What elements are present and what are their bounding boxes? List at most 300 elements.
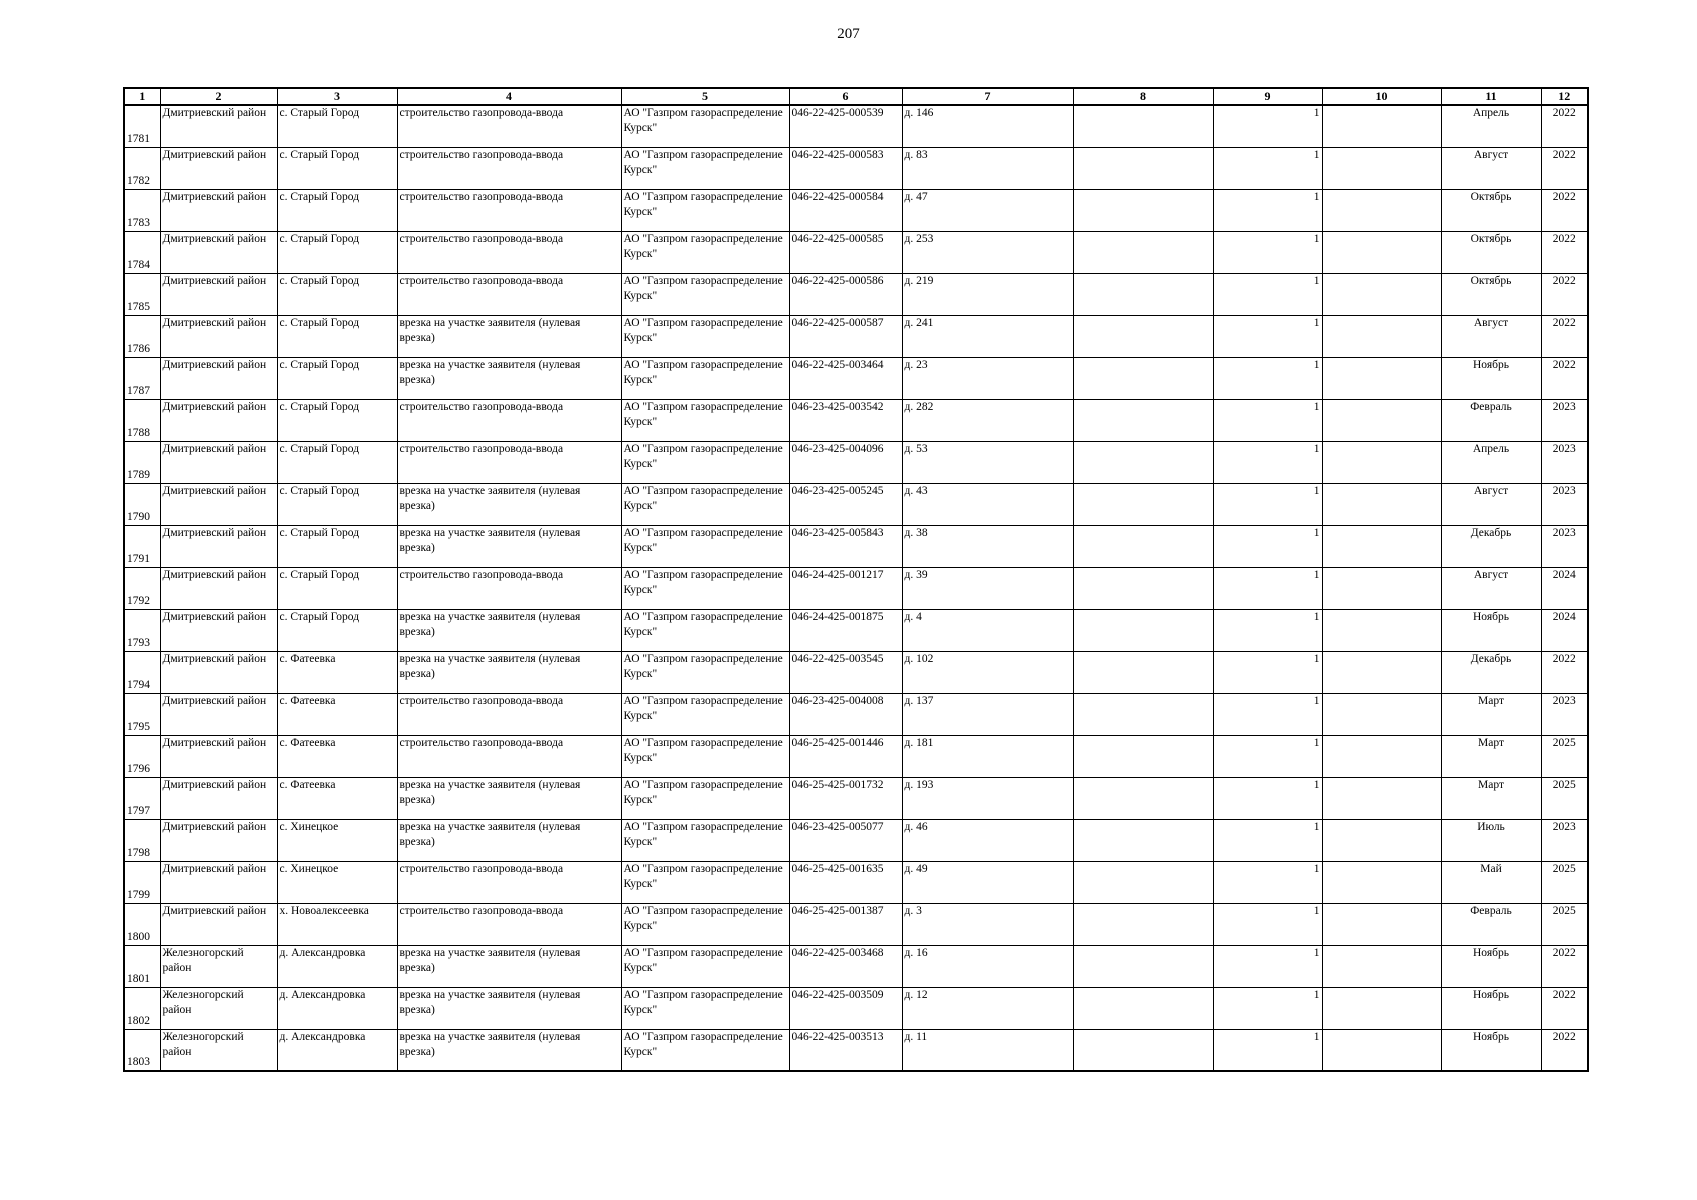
year-cell: 2022 [1541,147,1588,189]
work-type-cell: врезка на участке заявителя (нулевая врезка) [397,357,621,399]
row-number: 1793 [124,609,160,651]
table-row [124,777,1588,819]
quantity-cell: 1 [1213,315,1322,357]
organization-cell: АО "Газпром газораспределение Курск" [621,1029,789,1071]
application-code-cell: 046-22-425-000585 [789,231,902,273]
table-row [124,945,1588,987]
quantity-cell: 1 [1213,735,1322,777]
column-10-cell [1322,189,1441,231]
organization-cell: АО "Газпром газораспределение Курск" [621,567,789,609]
column-10-cell [1322,567,1441,609]
quantity-cell: 1 [1213,903,1322,945]
application-code-cell: 046-22-425-003464 [789,357,902,399]
year-cell: 2022 [1541,273,1588,315]
row-number: 1799 [124,861,160,903]
quantity-cell: 1 [1213,273,1322,315]
work-type-cell: строительство газопровода-ввода [397,903,621,945]
district-cell: Дмитриевский район [160,483,277,525]
application-code-cell: 046-22-425-003545 [789,651,902,693]
address-cell: д. 3 [902,903,1073,945]
organization-cell: АО "Газпром газораспределение Курск" [621,693,789,735]
district-cell: Дмитриевский район [160,735,277,777]
district-cell: Дмитриевский район [160,189,277,231]
settlement-cell: с. Старый Город [277,357,397,399]
month-cell: Апрель [1441,441,1541,483]
column-header-6: 6 [789,88,902,105]
quantity-cell: 1 [1213,861,1322,903]
column-8-cell [1073,231,1213,273]
year-cell: 2022 [1541,1029,1588,1071]
month-cell: Октябрь [1441,231,1541,273]
column-8-cell [1073,1029,1213,1071]
row-number: 1796 [124,735,160,777]
settlement-cell: с. Фатеевка [277,735,397,777]
month-cell: Октябрь [1441,273,1541,315]
organization-cell: АО "Газпром газораспределение Курск" [621,609,789,651]
row-number: 1787 [124,357,160,399]
column-8-cell [1073,693,1213,735]
year-cell: 2023 [1541,819,1588,861]
address-cell: д. 181 [902,735,1073,777]
column-10-cell [1322,315,1441,357]
application-code-cell: 046-22-425-000583 [789,147,902,189]
table-row [124,147,1588,189]
month-cell: Декабрь [1441,651,1541,693]
column-8-cell [1073,651,1213,693]
organization-cell: АО "Газпром газораспределение Курск" [621,315,789,357]
work-type-cell: строительство газопровода-ввода [397,861,621,903]
month-cell: Март [1441,735,1541,777]
table-row [124,651,1588,693]
year-cell: 2024 [1541,609,1588,651]
column-10-cell [1322,399,1441,441]
quantity-cell: 1 [1213,483,1322,525]
column-10-cell [1322,147,1441,189]
address-cell: д. 193 [902,777,1073,819]
column-header-4: 4 [397,88,621,105]
table-row [124,441,1588,483]
organization-cell: АО "Газпром газораспределение Курск" [621,819,789,861]
work-type-cell: врезка на участке заявителя (нулевая врезка) [397,777,621,819]
settlement-cell: с. Фатеевка [277,693,397,735]
year-cell: 2025 [1541,861,1588,903]
month-cell: Август [1441,315,1541,357]
quantity-cell: 1 [1213,945,1322,987]
organization-cell: АО "Газпром газораспределение Курск" [621,735,789,777]
month-cell: Декабрь [1441,525,1541,567]
district-cell: Дмитриевский район [160,693,277,735]
work-type-cell: врезка на участке заявителя (нулевая врезка) [397,945,621,987]
quantity-cell: 1 [1213,987,1322,1029]
organization-cell: АО "Газпром газораспределение Курск" [621,525,789,567]
quantity-cell: 1 [1213,777,1322,819]
column-8-cell [1073,105,1213,147]
year-cell: 2023 [1541,441,1588,483]
quantity-cell: 1 [1213,567,1322,609]
column-header-10: 10 [1322,88,1441,105]
month-cell: Июль [1441,819,1541,861]
settlement-cell: с. Старый Город [277,567,397,609]
column-10-cell [1322,105,1441,147]
work-type-cell: врезка на участке заявителя (нулевая врезка) [397,609,621,651]
table-row [124,315,1588,357]
row-number: 1790 [124,483,160,525]
work-type-cell: врезка на участке заявителя (нулевая врезка) [397,819,621,861]
application-code-cell: 046-22-425-003468 [789,945,902,987]
column-header-7: 7 [902,88,1073,105]
settlement-cell: с. Старый Город [277,525,397,567]
quantity-cell: 1 [1213,1029,1322,1071]
column-10-cell [1322,357,1441,399]
organization-cell: АО "Газпром газораспределение Курск" [621,861,789,903]
column-header-3: 3 [277,88,397,105]
district-cell: Дмитриевский район [160,231,277,273]
month-cell: Март [1441,777,1541,819]
table-row [124,987,1588,1029]
table-row [124,231,1588,273]
settlement-cell: х. Новоалексеевка [277,903,397,945]
address-cell: д. 39 [902,567,1073,609]
column-8-cell [1073,861,1213,903]
district-cell: Железногорский район [160,945,277,987]
column-10-cell [1322,1029,1441,1071]
address-cell: д. 47 [902,189,1073,231]
work-type-cell: врезка на участке заявителя (нулевая врезка) [397,315,621,357]
application-code-cell: 046-24-425-001217 [789,567,902,609]
column-header-2: 2 [160,88,277,105]
column-8-cell [1073,273,1213,315]
district-cell: Дмитриевский район [160,315,277,357]
year-cell: 2022 [1541,945,1588,987]
column-10-cell [1322,861,1441,903]
column-8-cell [1073,525,1213,567]
address-cell: д. 53 [902,441,1073,483]
settlement-cell: с. Старый Город [277,105,397,147]
column-8-cell [1073,987,1213,1029]
column-10-cell [1322,525,1441,567]
column-header-8: 8 [1073,88,1213,105]
month-cell: Февраль [1441,399,1541,441]
column-8-cell [1073,147,1213,189]
application-code-cell: 046-25-425-001732 [789,777,902,819]
table-row [124,903,1588,945]
column-10-cell [1322,693,1441,735]
column-10-cell [1322,735,1441,777]
column-10-cell [1322,777,1441,819]
year-cell: 2022 [1541,231,1588,273]
table-row [124,609,1588,651]
settlement-cell: с. Старый Город [277,483,397,525]
application-code-cell: 046-23-425-005077 [789,819,902,861]
year-cell: 2025 [1541,903,1588,945]
address-cell: д. 4 [902,609,1073,651]
row-number: 1801 [124,945,160,987]
row-number: 1786 [124,315,160,357]
district-cell: Дмитриевский район [160,399,277,441]
application-code-cell: 046-23-425-003542 [789,399,902,441]
year-cell: 2022 [1541,357,1588,399]
month-cell: Август [1441,483,1541,525]
district-cell: Дмитриевский район [160,819,277,861]
column-8-cell [1073,819,1213,861]
column-10-cell [1322,273,1441,315]
district-cell: Дмитриевский район [160,777,277,819]
district-cell: Дмитриевский район [160,903,277,945]
column-10-cell [1322,609,1441,651]
organization-cell: АО "Газпром газораспределение Курск" [621,189,789,231]
column-8-cell [1073,399,1213,441]
column-8-cell [1073,567,1213,609]
year-cell: 2022 [1541,987,1588,1029]
organization-cell: АО "Газпром газораспределение Курск" [621,945,789,987]
district-cell: Дмитриевский район [160,525,277,567]
quantity-cell: 1 [1213,819,1322,861]
column-8-cell [1073,189,1213,231]
column-10-cell [1322,651,1441,693]
column-header-11: 11 [1441,88,1541,105]
row-number: 1781 [124,105,160,147]
row-number: 1782 [124,147,160,189]
address-cell: д. 43 [902,483,1073,525]
month-cell: Ноябрь [1441,1029,1541,1071]
table-row [124,567,1588,609]
work-type-cell: строительство газопровода-ввода [397,189,621,231]
application-code-cell: 046-22-425-000586 [789,273,902,315]
work-type-cell: строительство газопровода-ввода [397,567,621,609]
table-header [124,88,1588,105]
district-cell: Дмитриевский район [160,147,277,189]
district-cell: Дмитриевский район [160,357,277,399]
table-row [124,735,1588,777]
work-type-cell: строительство газопровода-ввода [397,231,621,273]
quantity-cell: 1 [1213,105,1322,147]
address-cell: д. 46 [902,819,1073,861]
district-cell: Железногорский район [160,1029,277,1071]
quantity-cell: 1 [1213,651,1322,693]
table-row [124,105,1588,147]
settlement-cell: с. Старый Город [277,441,397,483]
month-cell: Февраль [1441,903,1541,945]
application-code-cell: 046-23-425-004096 [789,441,902,483]
application-code-cell: 046-22-425-000587 [789,315,902,357]
address-cell: д. 102 [902,651,1073,693]
table-row [124,189,1588,231]
month-cell: Апрель [1441,105,1541,147]
page-number: 207 [837,26,860,42]
work-type-cell: строительство газопровода-ввода [397,105,621,147]
row-number: 1788 [124,399,160,441]
quantity-cell: 1 [1213,147,1322,189]
organization-cell: АО "Газпром газораспределение Курск" [621,903,789,945]
district-cell: Дмитриевский район [160,105,277,147]
table-row [124,693,1588,735]
settlement-cell: с. Фатеевка [277,777,397,819]
table-row [124,399,1588,441]
district-cell: Дмитриевский район [160,609,277,651]
address-cell: д. 146 [902,105,1073,147]
district-cell: Дмитриевский район [160,567,277,609]
year-cell: 2022 [1541,105,1588,147]
header-row [124,88,1588,105]
register-table [123,87,1589,1072]
work-type-cell: строительство газопровода-ввода [397,399,621,441]
address-cell: д. 23 [902,357,1073,399]
address-cell: д. 83 [902,147,1073,189]
month-cell: Август [1441,567,1541,609]
address-cell: д. 11 [902,1029,1073,1071]
table-row [124,1029,1588,1071]
district-cell: Дмитриевский район [160,441,277,483]
column-10-cell [1322,483,1441,525]
row-number: 1789 [124,441,160,483]
organization-cell: АО "Газпром газораспределение Курск" [621,105,789,147]
year-cell: 2022 [1541,651,1588,693]
quantity-cell: 1 [1213,693,1322,735]
district-cell: Дмитриевский район [160,861,277,903]
table-body [124,105,1588,1071]
application-code-cell: 046-25-425-001635 [789,861,902,903]
column-header-1: 1 [124,88,160,105]
row-number: 1784 [124,231,160,273]
work-type-cell: строительство газопровода-ввода [397,273,621,315]
organization-cell: АО "Газпром газораспределение Курск" [621,357,789,399]
row-number: 1795 [124,693,160,735]
column-8-cell [1073,777,1213,819]
settlement-cell: с. Хинецкое [277,819,397,861]
row-number: 1800 [124,903,160,945]
application-code-cell: 046-24-425-001875 [789,609,902,651]
application-code-cell: 046-25-425-001387 [789,903,902,945]
application-code-cell: 046-22-425-000539 [789,105,902,147]
quantity-cell: 1 [1213,231,1322,273]
address-cell: д. 137 [902,693,1073,735]
work-type-cell: врезка на участке заявителя (нулевая врезка) [397,651,621,693]
row-number: 1794 [124,651,160,693]
year-cell: 2025 [1541,777,1588,819]
row-number: 1803 [124,1029,160,1071]
work-type-cell: врезка на участке заявителя (нулевая врезка) [397,525,621,567]
settlement-cell: с. Старый Город [277,231,397,273]
year-cell: 2023 [1541,693,1588,735]
settlement-cell: с. Старый Город [277,399,397,441]
year-cell: 2025 [1541,735,1588,777]
row-number: 1792 [124,567,160,609]
row-number: 1791 [124,525,160,567]
year-cell: 2022 [1541,189,1588,231]
column-8-cell [1073,357,1213,399]
column-8-cell [1073,945,1213,987]
address-cell: д. 38 [902,525,1073,567]
application-code-cell: 046-22-425-003513 [789,1029,902,1071]
table-row [124,525,1588,567]
organization-cell: АО "Газпром газораспределение Курск" [621,273,789,315]
month-cell: Май [1441,861,1541,903]
column-8-cell [1073,735,1213,777]
table-row [124,483,1588,525]
address-cell: д. 12 [902,987,1073,1029]
table-row [124,357,1588,399]
column-10-cell [1322,945,1441,987]
application-code-cell: 046-23-425-004008 [789,693,902,735]
month-cell: Ноябрь [1441,609,1541,651]
column-10-cell [1322,819,1441,861]
work-type-cell: строительство газопровода-ввода [397,693,621,735]
district-cell: Дмитриевский район [160,273,277,315]
quantity-cell: 1 [1213,525,1322,567]
organization-cell: АО "Газпром газораспределение Курск" [621,441,789,483]
month-cell: Ноябрь [1441,357,1541,399]
month-cell: Ноябрь [1441,987,1541,1029]
column-8-cell [1073,903,1213,945]
year-cell: 2022 [1541,315,1588,357]
year-cell: 2023 [1541,525,1588,567]
work-type-cell: врезка на участке заявителя (нулевая врезка) [397,483,621,525]
work-type-cell: строительство газопровода-ввода [397,441,621,483]
column-8-cell [1073,315,1213,357]
settlement-cell: с. Старый Город [277,147,397,189]
row-number: 1797 [124,777,160,819]
column-10-cell [1322,231,1441,273]
row-number: 1785 [124,273,160,315]
application-code-cell: 046-25-425-001446 [789,735,902,777]
address-cell: д. 282 [902,399,1073,441]
quantity-cell: 1 [1213,189,1322,231]
application-code-cell: 046-23-425-005245 [789,483,902,525]
column-header-12: 12 [1541,88,1588,105]
row-number: 1783 [124,189,160,231]
column-10-cell [1322,441,1441,483]
column-header-5: 5 [621,88,789,105]
application-code-cell: 046-23-425-005843 [789,525,902,567]
column-8-cell [1073,441,1213,483]
quantity-cell: 1 [1213,399,1322,441]
address-cell: д. 49 [902,861,1073,903]
table-row [124,861,1588,903]
address-cell: д. 241 [902,315,1073,357]
application-code-cell: 046-22-425-003509 [789,987,902,1029]
organization-cell: АО "Газпром газораспределение Курск" [621,483,789,525]
district-cell: Дмитриевский район [160,651,277,693]
application-code-cell: 046-22-425-000584 [789,189,902,231]
table-row [124,273,1588,315]
year-cell: 2023 [1541,399,1588,441]
settlement-cell: с. Старый Город [277,315,397,357]
district-cell: Железногорский район [160,987,277,1029]
settlement-cell: д. Александровка [277,1029,397,1071]
address-cell: д. 219 [902,273,1073,315]
month-cell: Ноябрь [1441,945,1541,987]
organization-cell: АО "Газпром газораспределение Курск" [621,987,789,1029]
year-cell: 2024 [1541,567,1588,609]
settlement-cell: с. Старый Город [277,609,397,651]
column-header-9: 9 [1213,88,1322,105]
work-type-cell: строительство газопровода-ввода [397,735,621,777]
work-type-cell: строительство газопровода-ввода [397,147,621,189]
quantity-cell: 1 [1213,357,1322,399]
work-type-cell: врезка на участке заявителя (нулевая врезка) [397,1029,621,1071]
settlement-cell: с. Старый Город [277,189,397,231]
address-cell: д. 253 [902,231,1073,273]
address-cell: д. 16 [902,945,1073,987]
settlement-cell: д. Александровка [277,945,397,987]
row-number: 1798 [124,819,160,861]
organization-cell: АО "Газпром газораспределение Курск" [621,231,789,273]
column-10-cell [1322,903,1441,945]
month-cell: Октябрь [1441,189,1541,231]
month-cell: Март [1441,693,1541,735]
month-cell: Август [1441,147,1541,189]
year-cell: 2023 [1541,483,1588,525]
